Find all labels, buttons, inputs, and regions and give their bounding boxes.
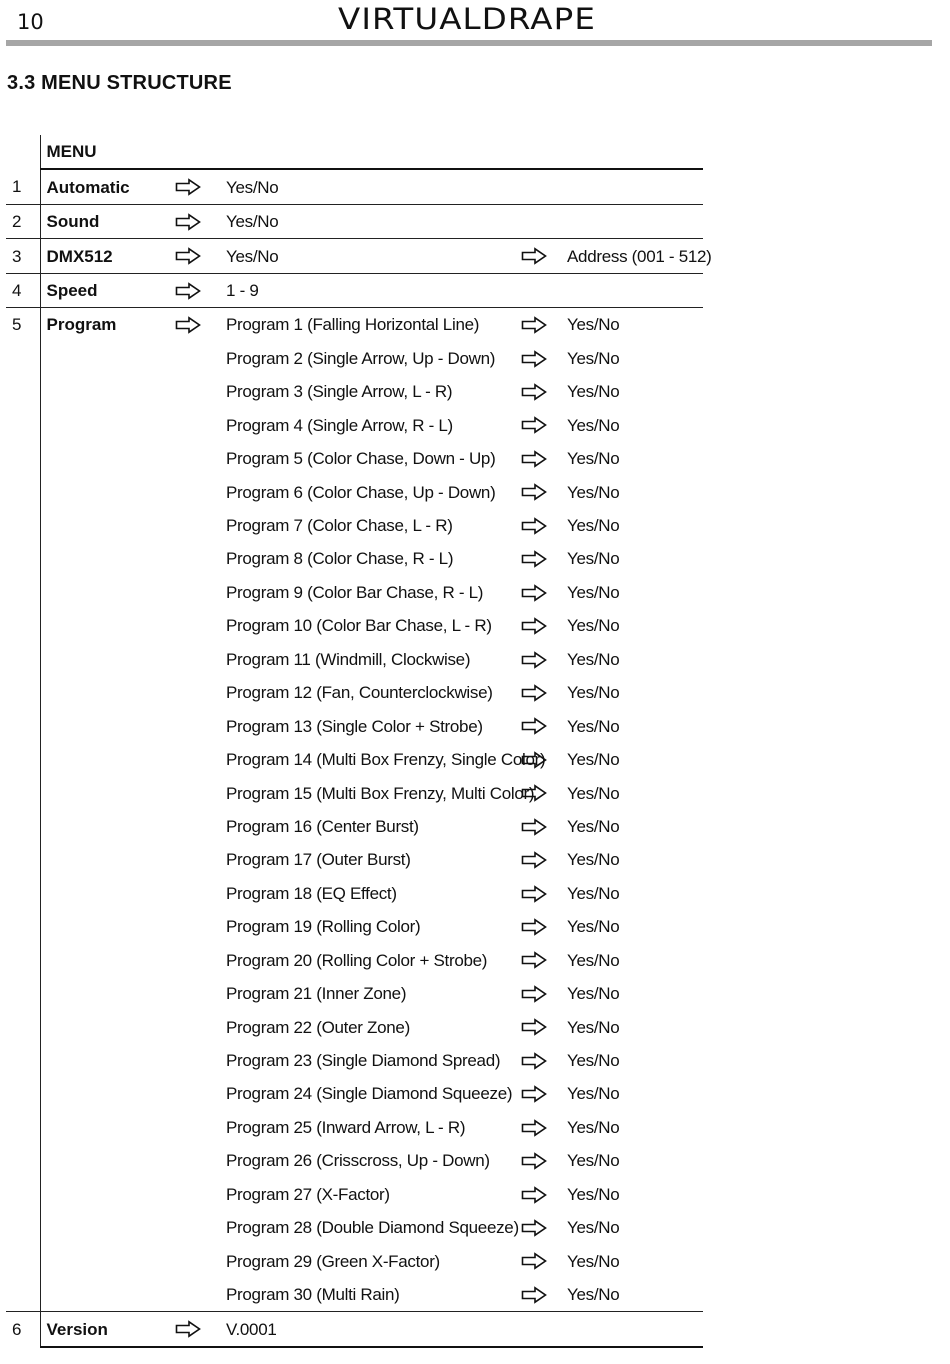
right-arrow-icon (521, 550, 547, 568)
program-value: Yes/No (567, 984, 620, 1004)
row-number: 4 (6, 273, 40, 307)
program-value: Yes/No (567, 1278, 703, 1312)
program-label: Program 24 (Single Diamond Squeeze) (226, 1084, 513, 1104)
program-label: Program 22 (Outer Zone) (226, 1017, 410, 1037)
menu-item-value: Yes/No (221, 204, 521, 238)
row-number: 6 (6, 1312, 40, 1347)
program-value: Yes/No (567, 1151, 620, 1171)
row-number: 2 (6, 204, 40, 238)
right-arrow-icon (521, 1186, 547, 1204)
program-label: Program 7 (Color Chase, L - R) (226, 516, 453, 536)
program-value: Yes/No (567, 516, 620, 536)
program-row (6, 542, 703, 575)
table-row (6, 273, 703, 307)
program-label: Program 10 (Color Bar Chase, L - R) (226, 616, 492, 636)
right-arrow-icon (521, 784, 547, 802)
row-number: 1 (6, 169, 40, 204)
right-arrow-icon (521, 1085, 547, 1103)
program-value: Yes/No (567, 1017, 620, 1037)
program-value: Yes/No (567, 683, 620, 703)
program-row (6, 643, 703, 676)
program-row (6, 676, 703, 709)
menu-item-name: Program (46, 315, 117, 335)
menu-item-value: 1 - 9 (221, 273, 521, 307)
program-label: Program 18 (EQ Effect) (226, 883, 397, 903)
right-arrow-icon (521, 1152, 547, 1170)
menu-subitem-value: Address (001 - 512) (567, 239, 703, 273)
program-row (6, 877, 703, 910)
right-arrow-icon (521, 717, 547, 735)
program-value: Yes/No (567, 716, 620, 736)
right-arrow-icon (175, 316, 201, 334)
program-label: Program 9 (Color Bar Chase, R - L) (226, 582, 484, 602)
program-row (6, 776, 703, 809)
right-arrow-icon (521, 517, 547, 535)
right-arrow-icon (521, 316, 547, 334)
program-label: Program 27 (X-Factor) (226, 1184, 390, 1204)
program-value: Yes/No (567, 783, 620, 803)
row-number: 3 (6, 239, 40, 273)
right-arrow-icon (521, 918, 547, 936)
program-label: Program 23 (Single Diamond Spread) (226, 1051, 501, 1071)
right-arrow-icon (521, 818, 547, 836)
program-label: Program 17 (Outer Burst) (226, 850, 411, 870)
program-row (6, 509, 703, 542)
right-arrow-icon (521, 1286, 547, 1304)
program-value: Yes/No (567, 1218, 620, 1238)
menu-item-name: Sound (40, 204, 169, 238)
program-row (6, 375, 703, 408)
program-value: Yes/No (567, 315, 620, 335)
program-label: Program 15 (Multi Box Frenzy, Multi Color) (226, 783, 535, 803)
program-label: Program 14 (Multi Box Frenzy, Single Color) (226, 750, 546, 770)
program-value: Yes/No (567, 917, 620, 937)
program-label: Program 21 (Inner Zone) (226, 984, 407, 1004)
right-arrow-icon (521, 416, 547, 434)
menu-item-name: DMX512 (40, 239, 169, 273)
table-row (6, 169, 703, 204)
program-row (6, 1044, 703, 1077)
program-row (6, 475, 703, 508)
program-label: Program 20 (Rolling Color + Strobe) (226, 950, 488, 970)
program-row (6, 743, 703, 776)
program-value: Yes/No (567, 482, 620, 502)
program-value: Yes/No (567, 1117, 620, 1137)
menu-structure-table (6, 135, 712, 1348)
menu-item-value: Yes/No (221, 169, 521, 204)
program-label: Program 13 (Single Color + Strobe) (226, 716, 483, 736)
right-arrow-icon (175, 213, 201, 231)
menu-item-value: V.0001 (221, 1312, 521, 1347)
program-row (6, 609, 703, 642)
right-arrow-icon (521, 1219, 547, 1237)
program-label: Program 16 (Center Burst) (226, 816, 419, 836)
program-label: Program 6 (Color Chase, Up - Down) (226, 482, 496, 502)
program-row (6, 1077, 703, 1110)
right-arrow-icon (175, 178, 201, 196)
program-value: Yes/No (567, 415, 620, 435)
program-row (6, 1244, 703, 1277)
program-row (6, 709, 703, 742)
program-row (6, 977, 703, 1010)
program-label: Program 3 (Single Arrow, L - R) (226, 382, 453, 402)
program-label: Program 12 (Fan, Counterclockwise) (226, 683, 493, 703)
program-label: Program 26 (Crisscross, Up - Down) (226, 1151, 490, 1171)
program-row (6, 1178, 703, 1211)
program-row (6, 1278, 703, 1312)
table-row (6, 1312, 703, 1347)
right-arrow-icon (175, 282, 201, 300)
right-arrow-icon (521, 651, 547, 669)
program-value: Yes/No (567, 582, 620, 602)
program-value: Yes/No (567, 382, 620, 402)
program-value: Yes/No (567, 549, 620, 569)
program-row (6, 442, 703, 475)
right-arrow-icon (521, 450, 547, 468)
program-row (6, 1010, 703, 1043)
table-row (6, 239, 703, 273)
program-value: Yes/No (567, 348, 620, 368)
program-value: Yes/No (567, 449, 620, 469)
program-value: Yes/No (567, 850, 620, 870)
menu-item-name: Version (40, 1312, 169, 1347)
row-number: 5 (6, 308, 40, 342)
program-row (6, 810, 703, 843)
program-row (6, 1211, 703, 1244)
right-arrow-icon (521, 617, 547, 635)
table-row (6, 204, 703, 238)
right-arrow-icon (521, 951, 547, 969)
program-row (6, 1144, 703, 1177)
program-label: Program 1 (Falling Horizontal Line) (226, 315, 480, 335)
program-label: Program 4 (Single Arrow, R - L) (226, 415, 453, 435)
program-row (6, 944, 703, 977)
menu-item-name: Automatic (40, 169, 169, 204)
program-label: Program 29 (Green X-Factor) (226, 1251, 440, 1271)
program-value: Yes/No (567, 1084, 620, 1104)
program-value: Yes/No (567, 649, 620, 669)
right-arrow-icon (521, 247, 547, 265)
right-arrow-icon (521, 751, 547, 769)
program-value: Yes/No (567, 950, 620, 970)
right-arrow-icon (521, 985, 547, 1003)
page-number: 10 (17, 10, 44, 34)
right-arrow-icon (521, 1119, 547, 1137)
right-arrow-icon (521, 350, 547, 368)
program-row (6, 910, 703, 943)
menu-item-name: Speed (40, 273, 169, 307)
brand-logo: VIRTUALDRAPE (338, 2, 596, 36)
header-rule (6, 40, 932, 46)
program-value: Yes/No (567, 883, 620, 903)
right-arrow-icon (521, 483, 547, 501)
right-arrow-icon (521, 584, 547, 602)
program-label: Program 11 (Windmill, Clockwise) (226, 649, 471, 669)
program-label: Program 5 (Color Chase, Down - Up) (226, 449, 496, 469)
program-label: Program 8 (Color Chase, R - L) (226, 549, 454, 569)
program-label: Program 19 (Rolling Color) (226, 917, 421, 937)
program-label: Program 28 (Double Diamond Squeeze) (226, 1218, 519, 1238)
right-arrow-icon (175, 247, 201, 265)
right-arrow-icon (521, 851, 547, 869)
program-value: Yes/No (567, 1251, 620, 1271)
program-row (6, 308, 703, 342)
right-arrow-icon (175, 1320, 201, 1338)
program-row (6, 409, 703, 442)
right-arrow-icon (521, 383, 547, 401)
right-arrow-icon (521, 1018, 547, 1036)
table-header-row (6, 135, 703, 169)
right-arrow-icon (521, 684, 547, 702)
program-value: Yes/No (567, 1184, 620, 1204)
program-value: Yes/No (567, 816, 620, 836)
program-label: Program 25 (Inward Arrow, L - R) (226, 1117, 466, 1137)
menu-header-label: MENU (40, 135, 169, 169)
program-label: Program 30 (Multi Rain) (221, 1278, 521, 1312)
program-value: Yes/No (567, 1051, 620, 1071)
menu-item-value: Yes/No (221, 239, 521, 273)
right-arrow-icon (521, 885, 547, 903)
program-value: Yes/No (567, 616, 620, 636)
right-arrow-icon (521, 1252, 547, 1270)
program-label: Program 2 (Single Arrow, Up - Down) (226, 348, 496, 368)
program-row (6, 576, 703, 609)
program-row (6, 1111, 703, 1144)
program-row (6, 342, 703, 375)
right-arrow-icon (521, 1052, 547, 1070)
section-title: 3.3 MENU STRUCTURE (7, 72, 232, 94)
program-value: Yes/No (567, 750, 620, 770)
program-row (6, 843, 703, 876)
